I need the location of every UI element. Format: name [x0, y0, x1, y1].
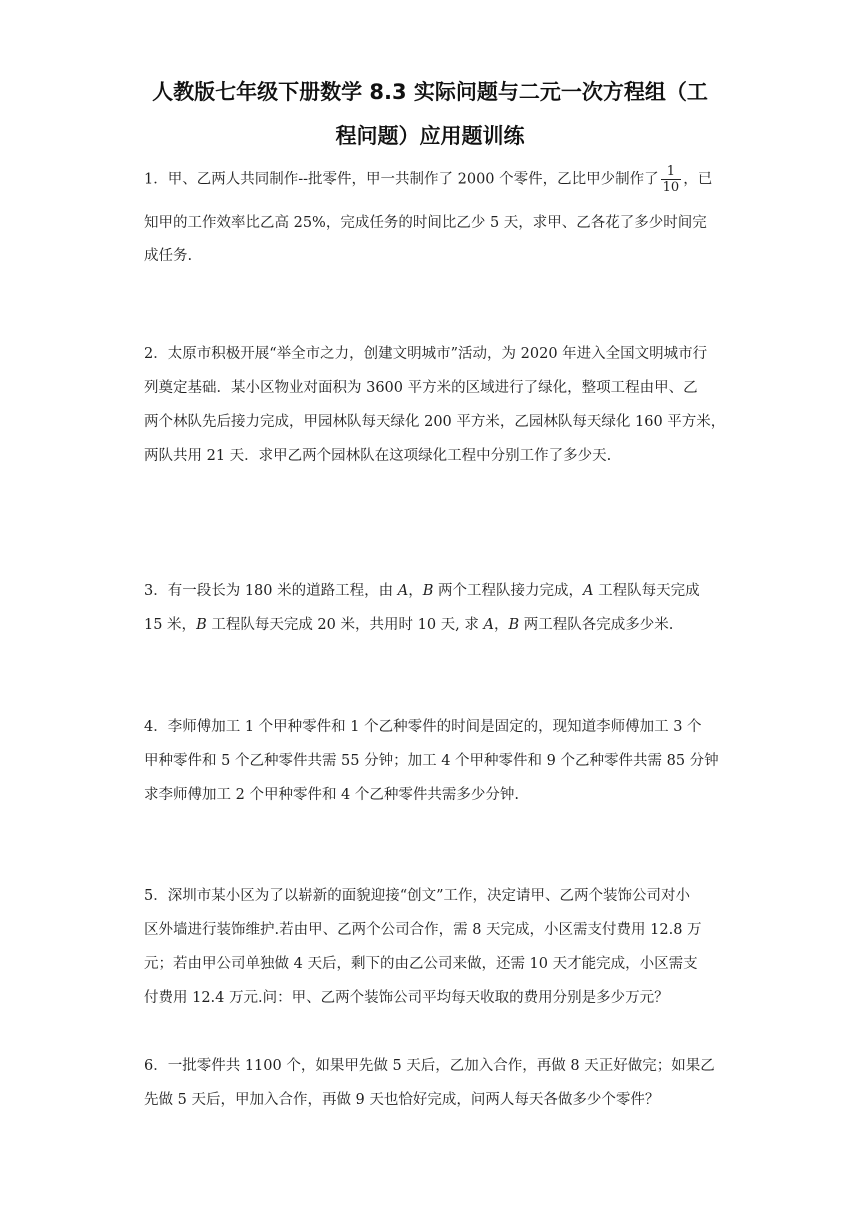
problem-line: 元；若由甲公司单独做 4 天后，剩下的由乙公司来做，还需 10 天才能完成，小区需支 — [144, 956, 698, 972]
fraction-numerator: 1 — [661, 164, 682, 180]
problem-line: 4．李师傅加工 1 个甲种零件和 1 个乙种零件的时间是固定的，现知道李师傅加工 3 个 — [144, 719, 702, 735]
problem-line: 付费用 12.4 万元.问：甲、乙两个装饰公司平均每天收取的费用分别是多少万元？ — [144, 990, 669, 1006]
document-title-line-2: 程问题）应用题训练 — [335, 124, 525, 148]
problem-line: 3．有一段长为 180 米的道路工程，由 A，B 两个工程队接力完成，A 工程队每天完成 — [144, 583, 700, 599]
problem-line: 两个林队先后接力完成，甲园林队每天绿化 200 平方米，乙园林队每天绿化 160 平方米， — [144, 414, 726, 430]
problem-line: 先做 5 天后，甲加入合作，再做 9 天也恰好完成，问两人每天各做多少个零件？ — [144, 1092, 660, 1108]
problem-line: 2．太原市积极开展“举全市之力，创建文明城市”活动，为 2020 年进入全国文明城市行 — [144, 346, 708, 362]
problem-line: 1．甲、乙两人共同制作--批零件，甲一共制作了 2000 个零件，乙比甲少制作了 $\frac{1}{10}$ ，已 — [144, 164, 713, 195]
fraction — [661, 164, 682, 195]
problem-line: 5．深圳市某小区为了以崭新的面貌迎接“创文”工作，决定请甲、乙两个装饰公司对小 — [144, 888, 691, 904]
problem-line: 两队共用 21 天．求甲乙两个园林队在这项绿化工程中分别工作了多少天. — [144, 448, 612, 464]
document-title-line-1: 人教版七年级下册数学 8.3 实际问题与二元一次方程组（工 — [152, 80, 708, 104]
problem-line: 知甲的工作效率比乙高 25%，完成任务的时间比乙少 5 天，求甲、乙各花了多少时间完 — [144, 215, 707, 231]
fraction-denominator: 10 — [662, 180, 680, 195]
problem-line: 列奠定基础．某小区物业对面积为 3600 平方米的区域进行了绿化，整项工程由甲、乙 — [144, 380, 698, 396]
problem-line: 区外墙进行装饰维护.若由甲、乙两个公司合作，需 8 天完成，小区需支付费用 12.8 万 — [144, 922, 702, 938]
problem-line: 成任务. — [144, 248, 193, 264]
problem-line: 6．一批零件共 1100 个，如果甲先做 5 天后，乙加入合作，再做 8 天正好做完；如果乙 — [144, 1058, 715, 1074]
problem-line: 甲种零件和 5 个乙种零件共需 55 分钟；加工 4 个甲种零件和 9 个乙种零件共需 85 分钟 — [144, 753, 719, 769]
problem-line: 求李师傅加工 2 个甲种零件和 4 个乙种零件共需多少分钟. — [144, 787, 519, 803]
problem-line: 15 米，B 工程队每天完成 20 米，共用时 10 天, 求 A，B 两工程队各完成多少米. — [144, 617, 674, 633]
